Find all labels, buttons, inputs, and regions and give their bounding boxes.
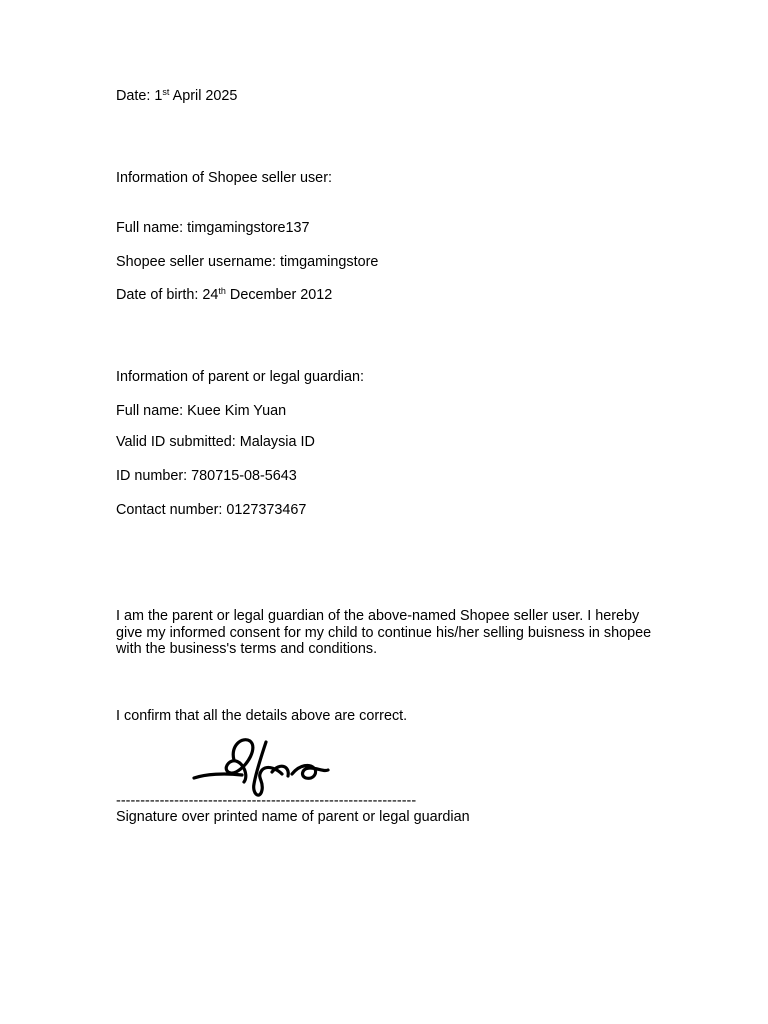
date-ordinal: st <box>162 87 170 97</box>
seller-full-name: Full name: timgamingstore137 <box>116 220 310 236</box>
seller-username: Shopee seller username: timgamingstore <box>116 254 379 270</box>
date-rest: April 2025 <box>169 88 238 104</box>
guardian-full-name: Full name: Kuee Kim Yuan <box>116 403 287 419</box>
confirmation-line: I confirm that all the details above are correct. <box>116 708 408 724</box>
guardian-valid-id: Valid ID submitted: Malaysia ID <box>116 434 315 450</box>
date-prefix: Date: 1 <box>116 88 163 104</box>
signature-caption: Signature over printed name of parent or legal guardian <box>116 809 470 825</box>
guardian-id-number: ID number: 780715-08-5643 <box>116 468 297 484</box>
seller-date-of-birth <box>116 287 332 303</box>
handwritten-signature <box>190 734 335 802</box>
date-line <box>116 88 237 104</box>
dob-rest: December 2012 <box>225 287 333 303</box>
consent-paragraph: I am the parent or legal guardian of the above-named Shopee seller user. I hereby give my informed consent for my child to continue his/her selling buisness in shopee with the business's terms and conditions. <box>116 608 652 657</box>
guardian-contact-number: Contact number: 0127373467 <box>116 502 307 518</box>
dob-ordinal: th <box>218 286 226 296</box>
dob-prefix: Date of birth: 24 <box>116 287 219 303</box>
signature-line: -------------------------------------------------------------- <box>116 793 417 809</box>
seller-section-heading: Information of Shopee seller user: <box>116 170 332 186</box>
guardian-section-heading: Information of parent or legal guardian: <box>116 369 364 385</box>
